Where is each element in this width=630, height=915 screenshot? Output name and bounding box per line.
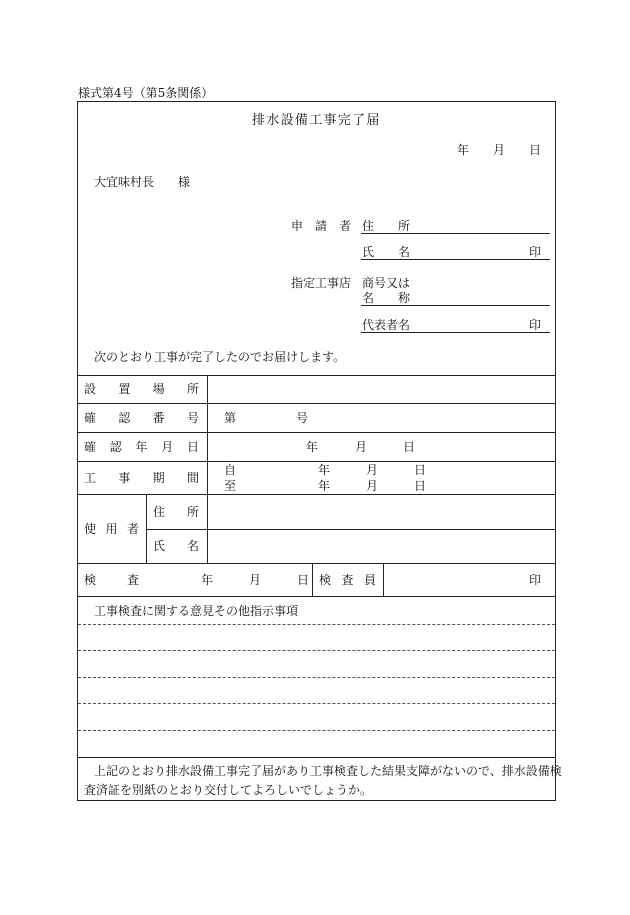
table-rule — [77, 494, 556, 495]
contractor-role-label: 指定工事店 — [291, 276, 352, 290]
form-title: 排水設備工事完了届 — [252, 113, 381, 128]
inspector-label: 検 査 員 — [319, 573, 376, 587]
inspection-year: 年 — [201, 573, 214, 587]
date-day-label: 日 — [529, 143, 542, 157]
user-address-label: 住 所 — [153, 505, 199, 519]
contractor-trade-name-underline — [361, 305, 550, 306]
writing-line — [78, 730, 555, 731]
statement-text: 次のとおり工事が完了したのでお届けします。 — [94, 350, 346, 364]
work-period-label: 工 事 期 間 — [84, 471, 199, 485]
contractor-seal-mark: 印 — [529, 318, 542, 332]
applicant-address-label: 住 所 — [362, 219, 411, 233]
applicant-role-label: 申 請 者 — [291, 219, 352, 233]
confirm-number-go: 号 — [296, 411, 309, 425]
applicant-name-label: 氏 名 — [362, 245, 411, 259]
table-column-rule — [383, 563, 384, 596]
contractor-trade-name-line1: 商号又は — [362, 276, 411, 290]
confirm-number-dai: 第 — [224, 411, 237, 425]
writing-line — [78, 677, 555, 678]
table-rule — [77, 432, 556, 433]
contractor-trade-name-line2: 名 称 — [362, 291, 411, 305]
table-column-rule — [207, 375, 208, 563]
contractor-representative-label: 代表者名 — [362, 318, 411, 332]
period-from-month: 月 — [366, 463, 379, 477]
confirm-date-label: 確 認 年 月 日 — [84, 440, 199, 454]
date-month-label: 月 — [493, 143, 506, 157]
footer-text-line1: 上記のとおり排水設備工事完了届があり工事検査した結果支障がないので、排水設備検 — [94, 764, 562, 778]
confirm-date-day: 日 — [403, 440, 416, 454]
period-from-label: 自 — [224, 463, 237, 477]
footer-text-line2: 査済証を別紙のとおり交付してよろしいでしょうか。 — [84, 783, 373, 797]
period-from-year: 年 — [318, 463, 331, 477]
inspector-seal-mark: 印 — [529, 573, 542, 587]
table-column-rule — [312, 563, 313, 596]
table-rule — [77, 757, 556, 758]
period-from-day: 日 — [414, 463, 427, 477]
inspection-day: 日 — [297, 573, 310, 587]
table-column-rule — [146, 494, 147, 563]
period-to-label: 至 — [224, 479, 237, 493]
table-rule — [77, 403, 556, 404]
writing-line — [78, 703, 555, 704]
contractor-representative-underline — [361, 332, 550, 333]
applicant-seal-mark: 印 — [529, 245, 542, 259]
opinion-heading: 工事検査に関する意見その他指示事項 — [94, 604, 299, 618]
applicant-address-underline — [361, 233, 550, 234]
confirm-date-year: 年 — [306, 440, 319, 454]
inspection-label: 検 査 — [84, 573, 139, 587]
period-to-month: 月 — [366, 479, 379, 493]
writing-line — [78, 650, 555, 651]
confirm-date-month: 月 — [355, 440, 368, 454]
addressee: 大宜味村長 様 — [94, 175, 191, 189]
table-rule — [77, 563, 556, 564]
form-number-label: 様式第4号（第5条関係） — [78, 86, 214, 100]
period-to-day: 日 — [414, 479, 427, 493]
applicant-name-underline — [361, 259, 550, 260]
inspection-month: 月 — [249, 573, 262, 587]
table-rule — [77, 375, 556, 376]
user-label: 使 用 者 — [84, 522, 139, 536]
date-year-label: 年 — [457, 143, 470, 157]
table-rule — [77, 461, 556, 462]
confirm-number-label: 確 認 番 号 — [84, 411, 199, 425]
location-label: 設 置 場 所 — [84, 382, 199, 396]
table-rule — [77, 596, 556, 597]
writing-line — [78, 624, 555, 625]
user-name-label: 氏 名 — [153, 539, 199, 553]
period-to-year: 年 — [318, 479, 331, 493]
